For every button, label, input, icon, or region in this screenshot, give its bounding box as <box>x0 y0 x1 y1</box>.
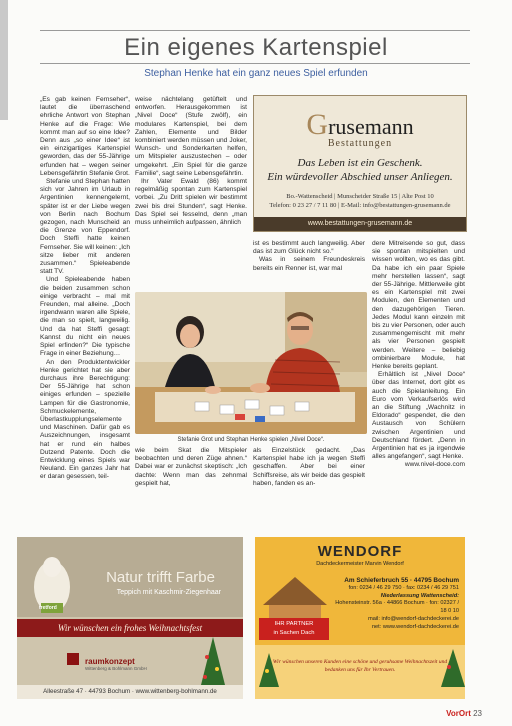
paragraph: ist es bestimmt auch langweilig. Aber das ist zum Glück nicht so.“ <box>253 240 365 256</box>
paragraph: An den Produktentwickler Henke gerichtet hat sie aber durchaus ihre Berechtigung: Der 55-Jährige hat schon einiges erfunden – spezielle Lampen für die Gastronomie, Schmuckelemente, Überlastkupplungselemente und Maschinen. Dafür gab es Auszeichnungen, insgesamt hat er rund ein halbes Dutzend Patente. Doch die Entwicklung eines Spiels war Neuland. Ein ganzes Jahr hat er daran gesessen, teil- <box>40 358 130 481</box>
wendorf-contact-block <box>333 577 459 632</box>
wendorf-tagline: Dachdeckermeister Marvin Wendorf <box>316 561 404 567</box>
wendorf-mail[interactable]: mail: info@wendorf-dachdeckerei.de <box>368 615 459 622</box>
article-column-2-cont <box>135 447 247 488</box>
article-column-3-cont <box>253 447 365 488</box>
wendorf-phone: fon: 0234 / 46 29 750 · fax: 0234 / 46 29 751 <box>348 584 459 591</box>
paragraph: weise nächtelang getüftelt und entworfen. Herausgekommen ist „Nivel Doce“ (Stufe zwölf), ein modulares Kartenspiel, bei dem Zahlen, Elemente und Bilder kombiniert werden müssen und Joker, Wunsch- und Sonderkarten helfen, um Mitspieler auszustechen – oder umgekehrt. „Ein Spiel für die ganze Familie“, sagt seine Lebensgefährtin. <box>135 96 247 177</box>
grusemann-slogan <box>254 156 466 184</box>
photo-illustration <box>135 292 367 434</box>
paragraph: „Es gab keinen Fernseher“, lautet die überraschend ehrliche Antwort von Stephan Henke auf die Frage: Wie kommt man auf so eine Idee? Denn aus „so einer Idee“ ist ein einzigartiges Kartenspiel geworden, das der 55-Jährige erfunden hat – wegen seiner Lebensgefährtin Stefanie Grot. <box>40 96 130 177</box>
paragraph: als Einzelstück gedacht. „Das Kartenspiel habe ich ja wegen Steffi geschaffen. Aber bei einer Schiffsreise, als wir beide das gespielt haben, fanden es an- <box>253 447 365 487</box>
wendorf-greeting: Wir wünschen unseren Kunden eine schöne und geruhsame Weihnachtszeit und bedanken uns für Ihr Vertrauen. <box>272 659 448 673</box>
paragraph: Stefanie und Stephan hatten sich vor Jahren im Urlaub in Argentinien kennengelernt, später ist er der Liebe wegen von Berlin nach Bochum gezogen, nach Munscheid an die Grenze von Eppendorf. Doch Steffi hatte keinen Fernseher. Sie will keinen: „Ich sitze lieber mit anderen zusammen.“ Spieleabende statt TV. <box>40 178 130 276</box>
article-column-3 <box>253 240 365 273</box>
wendorf-web[interactable]: net: www.wendorf-dachdeckerei.de <box>371 623 459 630</box>
article-photo <box>135 292 367 434</box>
wendorf-partner-badge <box>259 618 329 640</box>
article-subtitle: Stephan Henke hat ein ganz neues Spiel erfunden <box>144 68 368 79</box>
paragraph: Erhältlich ist „Nivel Doce“ über das Internet, dort gibt es auch die Spielanleitung. Ein Euro vom Verkaufserlös wird an die Stiftung „Wachnitz in Eldorado“ gespendet, die den Austausch von Schülern zwischen Argentinien und Deutschland fördert. „Denn in Argentinien hat es ja irgendwie alles angefangen“, sagt Henke. <box>372 371 465 461</box>
grusemann-subtitle: Bestattungen <box>327 138 393 149</box>
address-line: Bo.-Wattenscheid | Munscheider Straße 15 | Alte Post 10 <box>286 193 434 200</box>
wendorf-branch: Hohensteinstr. 56a · 44866 Bochum · fon: 02327 / 18 0 10 <box>335 600 459 615</box>
photo-caption: Stefanie Grot und Stephan Henke spielen „Nivel Doce“. <box>177 437 325 443</box>
tretford-logo: tretford <box>39 605 57 611</box>
paragraph: dere Mitreisende so gut, dass sie spontan mitspielten und wissen wollten, wo es das gibt. Da habe ich ein paar Spiele mehr herstellen lassen“, sagt der 55-Jährige. Mittlerweile gibt es ein Kartenspiel mit zwei Modulen, den Elementen und den dazugehörigen Tieren. Jedes Modul kann einzeln mit bis zu vier Personen, oder auch zusammengemischt mit mehr als vier Personen gespielt werden. Weitere – beliebig ombinierbare Module, hat Henke bereits geplant. <box>372 240 465 371</box>
title-rule-bottom <box>40 63 470 64</box>
article-title: Ein eigenes Kartenspiel <box>124 34 388 61</box>
paragraph: Was in seinem Freundeskreis bereits ein Renner ist, war mal <box>253 256 365 272</box>
wendorf-street: Am Schieferbruch 55 · 44795 Bochum <box>344 577 459 584</box>
paragraph: Ihr Vater Ewald (86) kommt regelmäßig spontan zum Kartenspiel vorbei. „Zu Dritt spielen wir bestimmt zwei bis drei Stunden“, sagt Henke. Das Spiel sei fesselnd, denn „man muss unheimlich aufpassen, ähnlich <box>135 178 247 227</box>
grusemann-ad[interactable] <box>253 95 467 232</box>
raumkonzept-address[interactable]: Alleestraße 47 · 44793 Bochum · www.wittenberg-bohlmann.de <box>17 685 243 699</box>
partner-line-2: in Sachen Dach <box>273 630 315 636</box>
slogan-line-2: Ein würdevoller Abschied unser Anliegen. <box>267 171 453 183</box>
article-column-4 <box>372 240 465 470</box>
page-number: 23 <box>473 709 482 718</box>
article-column-2 <box>135 96 247 227</box>
raumkonzept-teppich: Teppich mit Kaschmir-Ziegenhaar <box>116 589 221 596</box>
wendorf-branch-label: Niederlassung Wattenscheid: <box>380 592 459 599</box>
logo-initial: G <box>306 108 329 141</box>
grusemann-url-bar[interactable]: www.bestattungen-grusemann.de <box>254 217 466 231</box>
page-footer <box>446 709 482 718</box>
contact-line: Telefon: 0 23 27 / 7 11 80 | E-Mail: info@bestattungen-grusemann.de <box>269 202 451 209</box>
slogan-line-1: Das Leben ist ein Geschenk. <box>297 157 423 169</box>
raumkonzept-company-sub: Wittenberg & Bohlmann GmbH <box>85 666 147 671</box>
website-link[interactable]: www.nivel-doce.com <box>404 461 465 469</box>
wendorf-ad[interactable] <box>255 537 465 699</box>
partner-line-1: IHR PARTNER <box>274 621 314 627</box>
raumkonzept-ad[interactable] <box>17 537 243 699</box>
raumkonzept-headline: Natur trifft Farbe <box>106 569 215 586</box>
raumkonzept-company: raumkonzept <box>85 657 135 666</box>
raumkonzept-background <box>17 537 243 699</box>
title-rule-top <box>40 30 470 31</box>
grusemann-logo <box>254 108 466 142</box>
wendorf-logo: WENDORF <box>317 543 403 560</box>
grusemann-address <box>260 192 460 210</box>
article-column-1 <box>40 96 130 482</box>
magazine-logo: VorOrt <box>446 709 471 718</box>
raumkonzept-greeting-banner: Wir wünschen ein frohes Weihnachtsfest <box>17 619 243 637</box>
logo-text: rusemann <box>328 114 414 139</box>
paragraph: wie beim Skat die Mitspieler beobachten und deren Züge ahnen.“ Dabei war er zunächst skeptisch: „Ich dachte: Wenn man das zehnmal gespielt hat, <box>135 447 247 487</box>
paragraph: Und Spieleabende haben die beiden zusammen schon einige verbracht – mal mit Freunden, mal alleine. „Doch irgendwann waren alle Spiele, die man so spielt, langweilig. Und da hat Steffi gesagt: Kannst du nicht ein neues Spiel erfinden?“ Die typische Frage in einer Beziehung… <box>40 276 130 358</box>
